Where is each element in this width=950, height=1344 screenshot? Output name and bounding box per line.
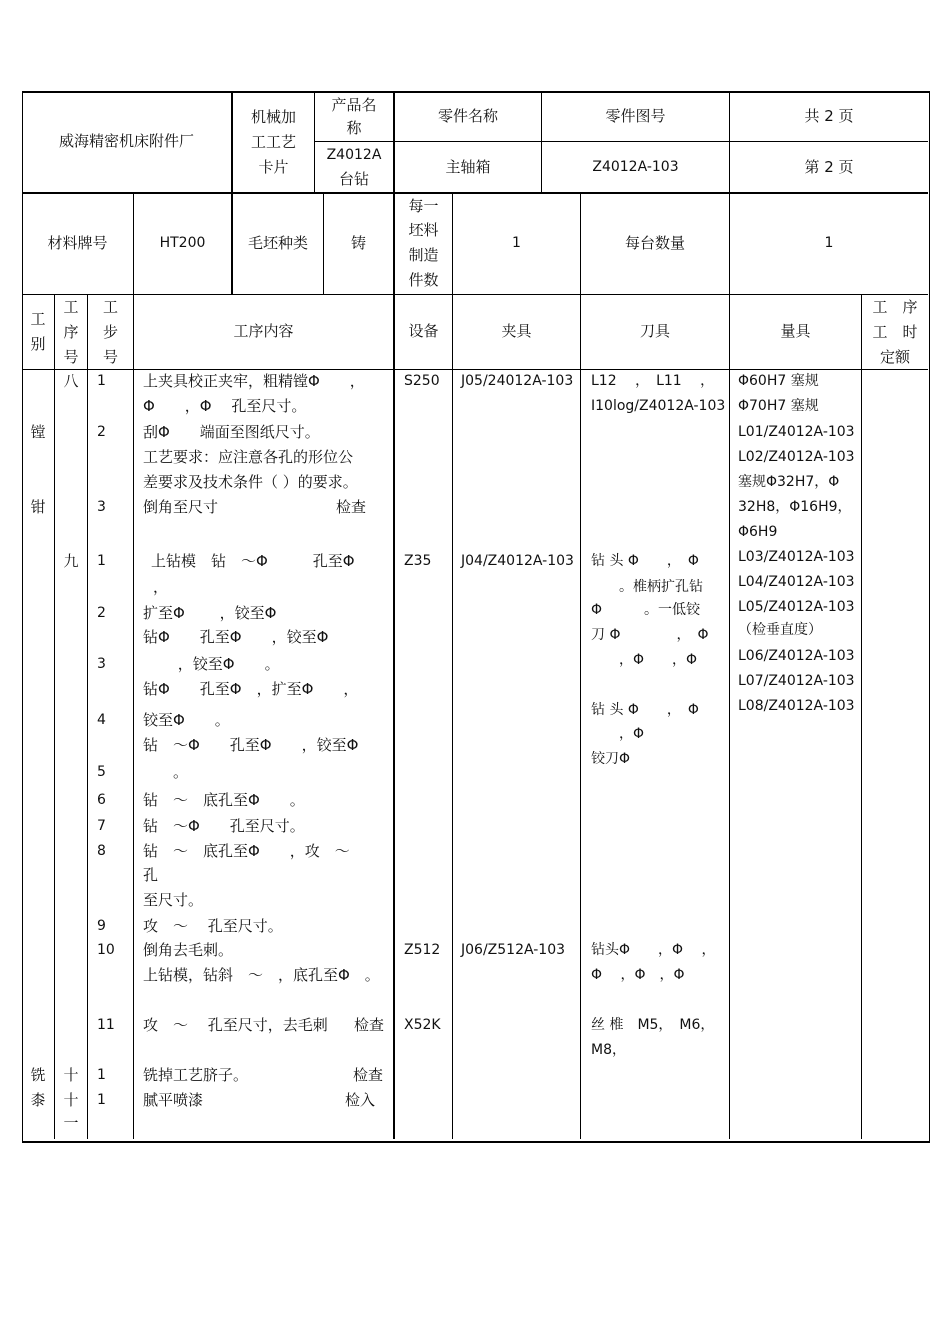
equipment-cell: X52K xyxy=(404,1017,441,1033)
col-tool: 刀具 xyxy=(639,322,670,340)
per-blank-label: 每一 xyxy=(408,197,439,215)
seq-cell: 八 xyxy=(63,372,79,390)
gauge-line: （检垂直度） xyxy=(738,622,822,638)
tool-line: M8， xyxy=(591,1042,626,1058)
gauge-line: L03/Z4012A-103 xyxy=(738,549,855,565)
gauge-line: 塞规Φ32H7，Φ xyxy=(738,474,840,490)
col-type: 工 xyxy=(30,310,46,328)
content-line: ，铰至Φ 。 xyxy=(143,655,280,673)
col-quota: 工 时 xyxy=(872,323,918,341)
step-cell: 1 xyxy=(97,553,106,569)
type-cell: 镗 xyxy=(30,423,46,441)
rule xyxy=(580,294,581,1139)
step-cell: 1 xyxy=(97,1067,106,1083)
content-line: 钻Φ 孔至Φ ，扩至Φ ， xyxy=(143,680,359,698)
material-value: HT200 xyxy=(159,235,206,251)
step-cell: 3 xyxy=(97,499,106,515)
gauge-line: Φ70H7 塞规 xyxy=(738,398,819,414)
total-pages: 共 2 页 xyxy=(804,107,854,125)
col-step: 号 xyxy=(102,348,118,366)
rule xyxy=(314,141,394,142)
content-line: 差要求及技术条件（ ）的要求。 xyxy=(143,473,358,491)
fixture-cell: J05/24012A-103 xyxy=(461,373,574,389)
col-step: 步 xyxy=(102,323,118,341)
type-cell: 铣 xyxy=(30,1066,46,1084)
blank-type-value: 铸 xyxy=(350,234,366,252)
step-cell: 6 xyxy=(97,792,106,808)
part-drawing-label: 零件图号 xyxy=(605,107,666,125)
rule xyxy=(54,294,55,1139)
step-cell: 2 xyxy=(97,424,106,440)
per-blank-value: 1 xyxy=(512,235,521,251)
content-line: ， xyxy=(153,578,169,596)
content-line: 工艺要求：应注意各孔的形位公 xyxy=(143,448,354,466)
gauge-line: Φ60H7 塞规 xyxy=(738,373,819,389)
content-line: 钻 ～ 底孔至Φ ，攻 ～ xyxy=(143,842,350,860)
gauge-line: L06/Z4012A-103 xyxy=(738,648,855,664)
step-cell: 11 xyxy=(97,1017,115,1033)
tool-line: 刀 Φ ， Φ xyxy=(591,627,709,643)
step-cell: 1 xyxy=(97,373,106,389)
gauge-line: 32H8，Φ16H9， xyxy=(738,499,852,515)
rule xyxy=(452,294,453,1139)
check-mark-text: 检查 xyxy=(354,1016,385,1034)
content-line: 倒角去毛刺。 xyxy=(143,941,234,959)
content-line: 钻 ～Φ 孔至Φ ，铰至Φ xyxy=(143,736,359,754)
equipment-cell: Z35 xyxy=(404,553,432,569)
content-line: 。 xyxy=(143,763,189,781)
tool-line: Φ 。一低铰 xyxy=(591,602,701,618)
tool-line: L12 ， L11 ， xyxy=(591,373,715,389)
rule xyxy=(393,294,395,1139)
col-step: 工 xyxy=(102,298,118,316)
step-cell: 1 xyxy=(97,1092,106,1108)
rule xyxy=(729,294,730,1139)
tool-line: 钻头Φ ，Φ ， xyxy=(591,942,716,958)
rule xyxy=(22,294,928,295)
per-blank-label: 制造 xyxy=(408,246,439,264)
part-name-label: 零件名称 xyxy=(437,107,498,125)
equipment-cell: Z512 xyxy=(404,942,441,958)
factory-name: 威海精密机床附件厂 xyxy=(58,132,194,150)
step-cell: 9 xyxy=(97,918,106,934)
content-line: 铰至Φ 。 xyxy=(143,711,230,729)
product-model: Z4012A xyxy=(326,147,382,163)
step-cell: 10 xyxy=(97,942,115,958)
rule xyxy=(861,294,862,1139)
col-fixture: 夹具 xyxy=(501,322,532,340)
gauge-line: L01/Z4012A-103 xyxy=(738,424,855,440)
page-number: 第 2 页 xyxy=(804,158,854,176)
part-drawing-number: Z4012A-103 xyxy=(592,159,679,175)
seq-cell: 一 xyxy=(63,1114,79,1132)
fixture-cell: J04/Z4012A-103 xyxy=(461,553,574,569)
tool-line: ，Φ ，Φ xyxy=(591,652,698,668)
gauge-line: L04/Z4012A-103 xyxy=(738,574,855,590)
col-seq: 工 xyxy=(63,298,79,316)
card-title-line: 工工艺 xyxy=(250,133,296,151)
product-model: 台钻 xyxy=(338,170,369,188)
content-line: 倒角至尺寸 xyxy=(143,498,219,516)
card-title-line: 机械加 xyxy=(250,108,296,126)
type-cell: 桼 xyxy=(30,1091,46,1109)
col-type: 别 xyxy=(30,335,46,353)
rule xyxy=(87,294,88,1139)
gauge-line: L07/Z4012A-103 xyxy=(738,673,855,689)
step-cell: 2 xyxy=(97,605,106,621)
content-line: 扩至Φ ，铰至Φ xyxy=(143,604,277,622)
content-line: Φ ，Φ 孔至尺寸。 xyxy=(143,397,307,415)
col-content: 工序内容 xyxy=(233,322,294,340)
check-mark-text: 检查 xyxy=(336,498,367,516)
step-cell: 8 xyxy=(97,843,106,859)
rule xyxy=(133,294,134,1139)
content-line: 腻平喷漆 xyxy=(143,1091,204,1109)
gauge-line: Φ6H9 xyxy=(738,524,778,540)
gauge-line: L08/Z4012A-103 xyxy=(738,698,855,714)
product-name-label: 称 xyxy=(346,119,362,137)
content-line: 铣掉工艺脐子。 xyxy=(143,1066,249,1084)
step-cell: 4 xyxy=(97,712,106,728)
content-line: 攻 ～ 孔至尺寸，去毛刺 xyxy=(143,1016,328,1034)
fixture-cell: J06/Z512A-103 xyxy=(461,942,566,958)
col-gauge: 量具 xyxy=(780,322,811,340)
content-line: 钻Φ 孔至Φ ，铰至Φ xyxy=(143,628,329,646)
content-line: 刮Φ 端面至图纸尺寸。 xyxy=(143,423,320,441)
per-blank-label: 坯料 xyxy=(408,221,439,239)
step-cell: 5 xyxy=(97,764,106,780)
per-machine-label: 每台数量 xyxy=(624,234,685,252)
content-line: 孔 xyxy=(143,866,159,884)
per-machine-value: 1 xyxy=(824,235,834,251)
card-title-line: 卡片 xyxy=(258,158,289,176)
seq-cell: 十 xyxy=(63,1091,79,1109)
step-cell: 3 xyxy=(97,656,106,672)
gauge-line: L05/Z4012A-103 xyxy=(738,599,855,615)
seq-cell: 九 xyxy=(63,552,79,570)
tool-line: I10log/Z4012A-103 xyxy=(591,398,726,414)
tool-line: 。椎柄扩孔钻 xyxy=(591,579,703,595)
content-line: 钻 ～ 底孔至Φ 。 xyxy=(143,791,305,809)
check-mark-text: 检入 xyxy=(345,1091,376,1109)
per-blank-label: 件数 xyxy=(408,271,439,289)
tool-line: 钻 头 Φ ， Φ xyxy=(591,553,699,569)
blank-type-label: 毛坯种类 xyxy=(247,234,308,252)
col-seq: 号 xyxy=(63,348,79,366)
product-name-label: 产品名 xyxy=(331,96,377,114)
col-seq: 序 xyxy=(63,323,79,341)
part-name: 主轴箱 xyxy=(445,158,491,176)
check-mark-text: 检查 xyxy=(353,1066,384,1084)
rule xyxy=(22,192,928,194)
col-quota: 工 序 xyxy=(872,298,918,316)
material-label: 材料牌号 xyxy=(47,234,108,252)
seq-cell: 十 xyxy=(63,1066,79,1084)
content-line: 钻 ～Φ 孔至尺寸。 xyxy=(143,817,305,835)
tool-line: Φ ，Φ ，Φ xyxy=(591,967,685,983)
content-line: 上钻模，钻斜 ～ ，底孔至Φ 。 xyxy=(143,966,380,984)
content-line: 上夹具校正夹牢，粗精镗Φ ， xyxy=(143,372,365,390)
tool-line: ，Φ xyxy=(591,726,645,742)
col-quota: 定额 xyxy=(879,348,910,366)
type-cell: 钳 xyxy=(30,498,46,516)
content-line: 至尺寸。 xyxy=(143,891,204,909)
step-cell: 7 xyxy=(97,818,106,834)
tool-line: 铰刀Φ xyxy=(591,751,631,767)
col-equipment: 设备 xyxy=(408,322,439,340)
content-line: 上钻模 钻 ～Φ 孔至Φ xyxy=(151,552,355,570)
gauge-line: L02/Z4012A-103 xyxy=(738,449,855,465)
tool-line: 钻 头 Φ ， Φ xyxy=(591,702,699,718)
rule xyxy=(394,141,928,142)
equipment-cell: S250 xyxy=(404,373,440,389)
tool-line: 丝 椎 M5， M6， xyxy=(591,1017,715,1033)
content-line: 攻 ～ 孔至尺寸。 xyxy=(143,917,283,935)
